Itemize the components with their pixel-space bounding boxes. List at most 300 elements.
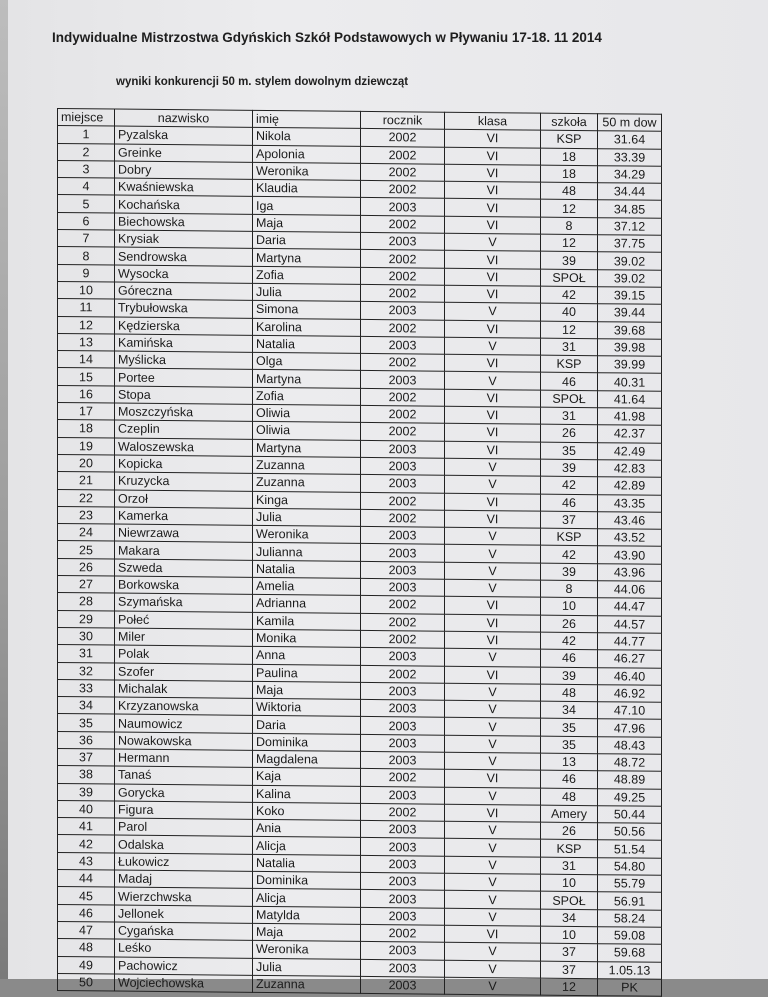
class-cell: V: [445, 562, 541, 580]
time-cell: 48.89: [598, 771, 662, 789]
surname-cell: Leśko: [115, 939, 253, 958]
class-cell: V: [445, 527, 541, 545]
class-cell: VI: [445, 510, 541, 528]
first-name-cell: Daria: [253, 716, 361, 734]
year-cell: 2003: [361, 872, 445, 890]
year-cell: 2002: [361, 319, 445, 337]
year-cell: 2003: [361, 786, 445, 804]
year-cell: 2002: [361, 924, 445, 942]
school-cell: 12: [541, 321, 598, 339]
school-cell: 12: [541, 234, 598, 252]
place-cell: 34: [58, 697, 115, 715]
time-cell: 34.85: [598, 200, 662, 218]
year-cell: 2002: [361, 215, 445, 233]
first-name-cell: Nikola: [253, 128, 361, 146]
year-cell: 2002: [361, 803, 445, 821]
class-cell: V: [445, 908, 541, 926]
first-name-cell: Alicja: [253, 889, 361, 907]
school-cell: 35: [541, 736, 598, 754]
header-class: klasa: [445, 112, 541, 130]
first-name-cell: Kalina: [253, 785, 361, 803]
place-cell: 16: [58, 385, 115, 403]
place-cell: 31: [58, 645, 115, 663]
first-name-cell: Kamila: [253, 612, 361, 630]
school-cell: 46: [541, 494, 598, 512]
school-cell: KSP: [541, 355, 598, 373]
time-cell: 50.44: [598, 806, 662, 824]
first-name-cell: Daria: [253, 231, 361, 249]
surname-cell: Sendrowska: [115, 247, 253, 266]
first-name-cell: Wiktoria: [253, 698, 361, 716]
class-cell: VI: [445, 770, 541, 788]
first-name-cell: Natalia: [253, 854, 361, 872]
school-cell: 46: [541, 770, 598, 788]
place-cell: 30: [58, 627, 115, 645]
first-name-cell: Alicja: [253, 837, 361, 855]
place-cell: 10: [58, 281, 115, 299]
first-name-cell: Zofia: [253, 266, 361, 284]
year-cell: 2002: [361, 769, 445, 787]
class-cell: VI: [445, 251, 541, 269]
place-cell: 6: [58, 212, 115, 230]
class-cell: VI: [445, 268, 541, 286]
place-cell: 14: [58, 351, 115, 369]
first-name-cell: Adrianna: [253, 595, 361, 613]
first-name-cell: Julia: [253, 508, 361, 526]
school-cell: 39: [541, 459, 598, 477]
year-cell: 2003: [361, 371, 445, 389]
time-cell: 1.05.13: [598, 961, 662, 979]
time-cell: 59.08: [598, 927, 662, 945]
surname-cell: Wysocka: [115, 265, 253, 284]
place-cell: 9: [58, 264, 115, 282]
school-cell: 46: [541, 373, 598, 391]
place-cell: 36: [58, 731, 115, 749]
school-cell: 10: [541, 597, 598, 615]
place-cell: 19: [58, 437, 115, 455]
surname-cell: Gorycka: [115, 784, 253, 803]
surname-cell: Kamińska: [115, 334, 253, 353]
class-cell: VI: [445, 285, 541, 303]
school-cell: 18: [541, 165, 598, 183]
year-cell: 2002: [361, 284, 445, 302]
class-cell: VI: [445, 181, 541, 199]
class-cell: VI: [445, 199, 541, 217]
year-cell: 2003: [361, 838, 445, 856]
time-cell: 42.83: [598, 460, 662, 478]
year-cell: 2003: [361, 527, 445, 545]
time-cell: 37.75: [598, 235, 662, 253]
place-cell: 32: [58, 662, 115, 680]
place-cell: 8: [58, 247, 115, 265]
class-cell: VI: [445, 354, 541, 372]
time-cell: 41.98: [598, 408, 662, 426]
year-cell: 2003: [361, 717, 445, 735]
first-name-cell: Martyna: [253, 370, 361, 388]
header-surname: nazwisko: [115, 109, 253, 128]
place-cell: 47: [58, 921, 115, 939]
first-name-cell: Dominika: [253, 871, 361, 889]
school-cell: 39: [541, 563, 598, 581]
school-cell: 31: [541, 338, 598, 356]
surname-cell: Polak: [115, 645, 253, 664]
class-cell: V: [445, 891, 541, 909]
first-name-cell: Magdalena: [253, 750, 361, 768]
year-cell: 2003: [361, 544, 445, 562]
header-place: miejsce: [58, 109, 115, 127]
year-cell: 2003: [361, 440, 445, 458]
class-cell: VI: [445, 320, 541, 338]
school-cell: 26: [541, 822, 598, 840]
year-cell: 2002: [361, 492, 445, 510]
place-cell: 20: [58, 454, 115, 472]
surname-cell: Pachowicz: [115, 957, 253, 976]
class-cell: V: [445, 942, 541, 960]
surname-cell: Waloszewska: [115, 438, 253, 457]
surname-cell: Kwaśniewska: [115, 178, 253, 197]
results-body: [58, 126, 662, 997]
surname-cell: Szweda: [115, 559, 253, 578]
class-cell: VI: [445, 164, 541, 182]
time-cell: 47.96: [598, 719, 662, 737]
school-cell: SPOŁ: [541, 892, 598, 910]
first-name-cell: Julia: [253, 283, 361, 301]
place-cell: 21: [58, 472, 115, 490]
first-name-cell: Dominika: [253, 733, 361, 751]
year-cell: 2003: [361, 475, 445, 493]
class-cell: VI: [445, 614, 541, 632]
surname-cell: Połeć: [115, 611, 253, 630]
header-school: szkoła: [541, 113, 598, 131]
surname-cell: Greinke: [115, 144, 253, 163]
time-cell: 56.91: [598, 892, 662, 910]
header-time: 50 m dow: [598, 114, 662, 132]
first-name-cell: Matylda: [253, 906, 361, 924]
time-cell: 44.57: [598, 615, 662, 633]
school-cell: 40: [541, 303, 598, 321]
place-cell: 11: [58, 299, 115, 317]
year-cell: 2003: [361, 232, 445, 250]
class-cell: V: [445, 821, 541, 839]
school-cell: 37: [541, 511, 598, 529]
time-cell: 48.72: [598, 754, 662, 772]
surname-cell: Miler: [115, 628, 253, 647]
first-name-cell: Oliwia: [253, 404, 361, 422]
class-cell: V: [445, 475, 541, 493]
first-name-cell: Julianna: [253, 543, 361, 561]
school-cell: 12: [541, 978, 598, 996]
school-cell: 13: [541, 753, 598, 771]
year-cell: 2003: [361, 959, 445, 977]
class-cell: V: [445, 839, 541, 857]
school-cell: 42: [541, 286, 598, 304]
place-cell: 50: [58, 973, 115, 991]
surname-cell: Madaj: [115, 870, 253, 889]
time-cell: 39.02: [598, 252, 662, 270]
year-cell: 2003: [361, 302, 445, 320]
first-name-cell: Apolonia: [253, 145, 361, 163]
school-cell: 31: [541, 407, 598, 425]
first-name-cell: Amelia: [253, 577, 361, 595]
surname-cell: Dobry: [115, 161, 253, 180]
place-cell: 15: [58, 368, 115, 386]
time-cell: 41.64: [598, 390, 662, 408]
time-cell: 34.44: [598, 183, 662, 201]
time-cell: 39.98: [598, 339, 662, 357]
time-cell: 42.49: [598, 442, 662, 460]
class-cell: VI: [445, 597, 541, 615]
time-cell: 31.64: [598, 131, 662, 149]
class-cell: V: [445, 735, 541, 753]
place-cell: 22: [58, 489, 115, 507]
place-cell: 38: [58, 766, 115, 784]
place-cell: 25: [58, 541, 115, 559]
surname-cell: Góreczna: [115, 282, 253, 301]
school-cell: Amery: [541, 805, 598, 823]
surname-cell: Biechowska: [115, 213, 253, 232]
year-cell: 2002: [361, 129, 445, 147]
place-cell: 33: [58, 679, 115, 697]
time-cell: 50.56: [598, 823, 662, 841]
surname-cell: Makara: [115, 541, 253, 560]
year-cell: 2003: [361, 578, 445, 596]
year-cell: 2003: [361, 682, 445, 700]
time-cell: 46.92: [598, 684, 662, 702]
time-cell: 42.89: [598, 477, 662, 495]
year-cell: 2003: [361, 890, 445, 908]
first-name-cell: Kaja: [253, 768, 361, 786]
year-cell: 2002: [361, 146, 445, 164]
first-name-cell: Zuzanna: [253, 456, 361, 474]
school-cell: 10: [541, 874, 598, 892]
class-cell: VI: [445, 147, 541, 165]
first-name-cell: Anna: [253, 647, 361, 665]
school-cell: 48: [541, 684, 598, 702]
school-cell: 26: [541, 424, 598, 442]
surname-cell: Orzoł: [115, 490, 253, 509]
class-cell: VI: [445, 406, 541, 424]
first-name-cell: Julia: [253, 958, 361, 976]
year-cell: 2002: [361, 163, 445, 181]
first-name-cell: Natalia: [253, 335, 361, 353]
time-cell: 44.47: [598, 598, 662, 616]
year-cell: 2002: [361, 509, 445, 527]
surname-cell: Czeplin: [115, 420, 253, 439]
school-cell: 31: [541, 857, 598, 875]
place-cell: 45: [58, 887, 115, 905]
time-cell: 48.43: [598, 736, 662, 754]
first-name-cell: Weronika: [253, 941, 361, 959]
class-cell: V: [445, 579, 541, 597]
school-cell: 42: [541, 476, 598, 494]
first-name-cell: Karolina: [253, 318, 361, 336]
time-cell: 58.24: [598, 909, 662, 927]
year-cell: 2003: [361, 700, 445, 718]
surname-cell: Kochańska: [115, 196, 253, 215]
surname-cell: Hermann: [115, 749, 253, 768]
place-cell: 17: [58, 403, 115, 421]
surname-cell: Odalska: [115, 836, 253, 855]
surname-cell: Wierzchwska: [115, 887, 253, 906]
surname-cell: Jellonek: [115, 905, 253, 924]
first-name-cell: Zofia: [253, 387, 361, 405]
first-name-cell: Maja: [253, 214, 361, 232]
surname-cell: Kopicka: [115, 455, 253, 474]
year-cell: 2003: [361, 561, 445, 579]
results-table: [57, 108, 662, 997]
year-cell: 2003: [361, 734, 445, 752]
first-name-cell: Natalia: [253, 560, 361, 578]
document-title: Indywidualne Mistrzostwa Gdyńskich Szkół Podstawowych w Pływaniu 17-18. 11 2014: [52, 30, 602, 45]
year-cell: 2002: [361, 596, 445, 614]
year-cell: 2003: [361, 648, 445, 666]
school-cell: 34: [541, 701, 598, 719]
time-cell: 47.10: [598, 702, 662, 720]
surname-cell: Kamerka: [115, 507, 253, 526]
time-cell: 39.99: [598, 356, 662, 374]
time-cell: 34.29: [598, 166, 662, 184]
surname-cell: Kędzierska: [115, 317, 253, 336]
year-cell: 2003: [361, 198, 445, 216]
class-cell: V: [445, 873, 541, 891]
class-cell: V: [445, 977, 541, 995]
class-cell: VI: [445, 493, 541, 511]
time-cell: 44.77: [598, 633, 662, 651]
year-cell: 2002: [361, 613, 445, 631]
class-cell: V: [445, 683, 541, 701]
first-name-cell: Weronika: [253, 526, 361, 544]
year-cell: 2003: [361, 821, 445, 839]
place-cell: 28: [58, 593, 115, 611]
surname-cell: Szymańska: [115, 593, 253, 612]
first-name-cell: Maja: [253, 681, 361, 699]
time-cell: 43.96: [598, 563, 662, 581]
class-cell: VI: [445, 925, 541, 943]
year-cell: 2002: [361, 405, 445, 423]
place-cell: 41: [58, 818, 115, 836]
first-name-cell: Koko: [253, 802, 361, 820]
time-cell: 43.52: [598, 529, 662, 547]
first-name-cell: Simona: [253, 301, 361, 319]
year-cell: 2003: [361, 976, 445, 994]
year-cell: 2002: [361, 181, 445, 199]
class-cell: VI: [445, 216, 541, 234]
class-cell: V: [445, 856, 541, 874]
first-name-cell: Iga: [253, 197, 361, 215]
class-cell: V: [445, 752, 541, 770]
place-cell: 35: [58, 714, 115, 732]
school-cell: SPOŁ: [541, 269, 598, 287]
time-cell: 39.44: [598, 304, 662, 322]
time-cell: 40.31: [598, 373, 662, 391]
year-cell: 2003: [361, 751, 445, 769]
time-cell: 43.46: [598, 512, 662, 530]
place-cell: 7: [58, 230, 115, 248]
surname-cell: Portee: [115, 369, 253, 388]
header-year: rocznik: [361, 111, 445, 129]
class-cell: V: [445, 700, 541, 718]
first-name-cell: Ania: [253, 820, 361, 838]
time-cell: 46.40: [598, 667, 662, 685]
time-cell: 39.68: [598, 321, 662, 339]
school-cell: 42: [541, 546, 598, 564]
class-cell: VI: [445, 424, 541, 442]
place-cell: 4: [58, 178, 115, 196]
place-cell: 29: [58, 610, 115, 628]
surname-cell: Łukowicz: [115, 853, 253, 872]
year-cell: 2003: [361, 942, 445, 960]
first-name-cell: Klaudia: [253, 180, 361, 198]
school-cell: KSP: [541, 840, 598, 858]
surname-cell: Naumowicz: [115, 714, 253, 733]
class-cell: V: [445, 233, 541, 251]
year-cell: 2002: [361, 250, 445, 268]
school-cell: 39: [541, 252, 598, 270]
first-name-cell: Kinga: [253, 491, 361, 509]
school-cell: 10: [541, 926, 598, 944]
surname-cell: Kruzycka: [115, 472, 253, 491]
school-cell: 18: [541, 148, 598, 166]
place-cell: 48: [58, 939, 115, 957]
year-cell: 2002: [361, 388, 445, 406]
class-cell: V: [445, 648, 541, 666]
header-first-name: imię: [253, 110, 361, 128]
first-name-cell: Zuzanna: [253, 474, 361, 492]
time-cell: 43.90: [598, 546, 662, 564]
place-cell: 12: [58, 316, 115, 334]
time-cell: 46.27: [598, 650, 662, 668]
time-cell: 59.68: [598, 944, 662, 962]
surname-cell: Myślicka: [115, 351, 253, 370]
place-cell: 46: [58, 904, 115, 922]
first-name-cell: Martyna: [253, 249, 361, 267]
time-cell: 33.39: [598, 148, 662, 166]
surname-cell: Cygańska: [115, 922, 253, 941]
place-cell: 2: [58, 143, 115, 161]
surname-cell: Wojciechowska: [115, 974, 253, 993]
place-cell: 13: [58, 333, 115, 351]
time-cell: 39.02: [598, 269, 662, 287]
class-cell: V: [445, 458, 541, 476]
year-cell: 2003: [361, 855, 445, 873]
time-cell: 42.37: [598, 425, 662, 443]
surname-cell: Stopa: [115, 386, 253, 405]
first-name-cell: Weronika: [253, 162, 361, 180]
class-cell: V: [445, 545, 541, 563]
first-name-cell: Paulina: [253, 664, 361, 682]
surname-cell: Szofer: [115, 663, 253, 682]
class-cell: VI: [445, 441, 541, 459]
year-cell: 2003: [361, 336, 445, 354]
school-cell: 8: [541, 580, 598, 598]
surname-cell: Figura: [115, 801, 253, 820]
year-cell: 2002: [361, 423, 445, 441]
class-cell: V: [445, 718, 541, 736]
surname-cell: Krysiak: [115, 230, 253, 249]
year-cell: 2003: [361, 907, 445, 925]
school-cell: KSP: [541, 130, 598, 148]
place-cell: 37: [58, 748, 115, 766]
school-cell: SPOŁ: [541, 390, 598, 408]
place-cell: 39: [58, 783, 115, 801]
surname-cell: Parol: [115, 818, 253, 837]
time-cell: 39.15: [598, 287, 662, 305]
time-cell: 37.12: [598, 217, 662, 235]
year-cell: 2003: [361, 457, 445, 475]
year-cell: 2002: [361, 267, 445, 285]
class-cell: V: [445, 787, 541, 805]
place-cell: 40: [58, 800, 115, 818]
